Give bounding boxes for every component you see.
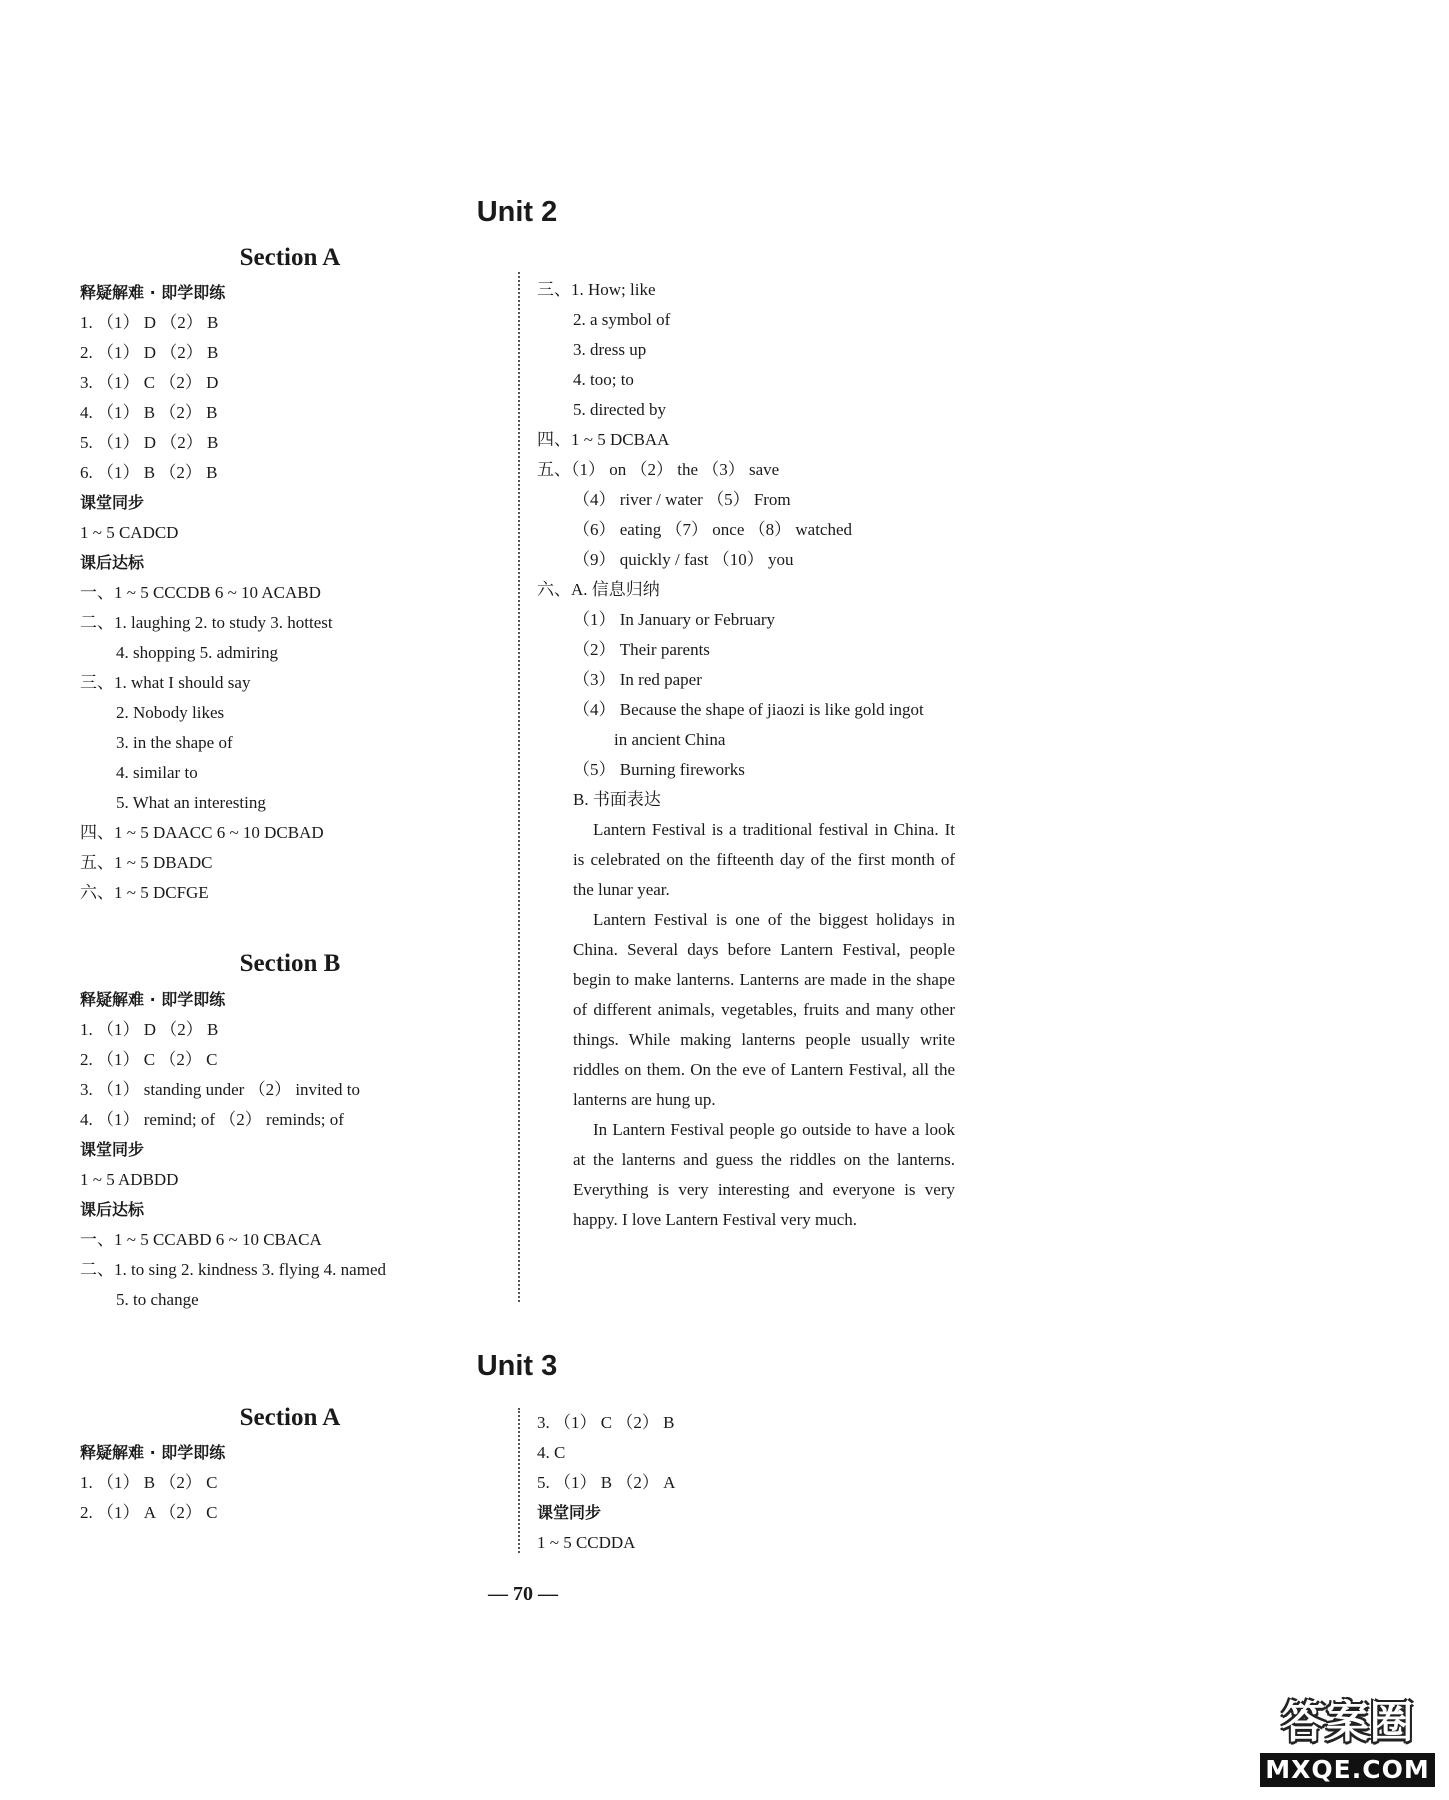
- heading: 课后达标: [80, 553, 145, 572]
- answer-line: 三、1. what I should say: [80, 673, 251, 692]
- answer-line: 1. （1） D （2） B: [80, 1020, 219, 1039]
- answer-line: （5） Burning fireworks: [573, 760, 745, 779]
- answer-line: 4. C: [537, 1443, 566, 1462]
- answer-line: 二、1. laughing 2. to study 3. hottest: [80, 613, 333, 632]
- answer-line: 1 ~ 5 ADBDD: [80, 1170, 179, 1189]
- answer-line: 2. Nobody likes: [116, 703, 225, 722]
- unit2-sectionB-column: [80, 985, 510, 1315]
- answer-line: 3. （1） standing under （2） invited to: [80, 1080, 361, 1099]
- answer-line: 一、1 ~ 5 CCABD 6 ~ 10 CBACA: [80, 1230, 322, 1249]
- answer-line: 4. similar to: [116, 763, 198, 782]
- heading: 释疑解难 · 即学即练: [80, 990, 226, 1009]
- answer-line: 2. （1） A （2） C: [80, 1503, 218, 1522]
- heading: 释疑解难 · 即学即练: [80, 283, 226, 302]
- answer-line: 六、A. 信息归纳: [537, 580, 660, 599]
- heading: 课后达标: [80, 1200, 145, 1219]
- answer-line: 6. （1） B （2） B: [80, 463, 218, 482]
- unit2-right-column: [537, 275, 977, 1235]
- answer-line: 4. （1） remind; of （2） reminds; of: [80, 1110, 344, 1129]
- answer-line: 5. directed by: [573, 400, 666, 419]
- answer-line: 4. shopping 5. admiring: [116, 643, 278, 662]
- heading: 释疑解难 · 即学即练: [80, 1443, 226, 1462]
- answer-line: 2. （1） C （2） C: [80, 1050, 218, 1069]
- essay: [537, 815, 955, 1235]
- answer-line: 5. to change: [116, 1290, 199, 1309]
- answer-line: （1） In January or February: [573, 610, 776, 629]
- answer-line: 5. （1） B （2） A: [537, 1473, 676, 1492]
- answer-line: 五、（1） on （2） the （3） save: [537, 460, 780, 479]
- answer-line: （4） Because the shape of jiaozi is like gold ingot: [573, 700, 924, 719]
- watermark-top-text: 答案圈: [1281, 1697, 1414, 1748]
- answer-line: 3. dress up: [573, 340, 647, 359]
- answer-line: 1 ~ 5 CADCD: [80, 523, 179, 542]
- answer-line: 2. （1） D （2） B: [80, 343, 219, 362]
- heading: 课堂同步: [80, 493, 145, 512]
- answer-line: 1 ~ 5 CCDDA: [537, 1533, 636, 1552]
- answer-line: （9） quickly / fast （10） you: [573, 550, 794, 569]
- unit3-title: Unit 3: [476, 1350, 558, 1382]
- essay-paragraph: Lantern Festival is a traditional festival in China. It is celebrated on the fifteenth day of the first month of the lunar year.: [573, 820, 955, 899]
- answer-line: （3） In red paper: [573, 670, 702, 689]
- essay-paragraph: Lantern Festival is one of the biggest holidays in China. Several days before Lantern Festival, people begin to make lanterns. Lanterns are made in the shape of different animals, vegetables, fruits and many other things. While making lanterns people usually write riddles on them. On the eve of Lantern Festival, all the lanterns are hung up.: [573, 910, 955, 1109]
- answer-line: 四、1 ~ 5 DCBAA: [537, 430, 670, 449]
- unit2-title: Unit 2: [476, 196, 558, 228]
- unit3-sectionA-title: Section A: [239, 1404, 341, 1431]
- answer-line: 3. （1） C （2） B: [537, 1413, 675, 1432]
- answer-line: 四、1 ~ 5 DAACC 6 ~ 10 DCBAD: [80, 823, 324, 842]
- column-divider: [518, 272, 520, 1302]
- answer-line: 3. （1） C （2） D: [80, 373, 219, 392]
- answer-line: 二、1. to sing 2. kindness 3. flying 4. named: [80, 1260, 386, 1279]
- answer-line: 5. What an interesting: [116, 793, 266, 812]
- heading: 课堂同步: [537, 1503, 602, 1522]
- watermark-logo: [1260, 1695, 1435, 1790]
- answer-line: （6） eating （7） once （8） watched: [573, 520, 853, 539]
- essay-paragraph: In Lantern Festival people go outside to have a look at the lanterns and guess the riddles on the lanterns. Everything is very interesting and everyone is very happy. I love Lantern Festival very much.: [573, 1120, 955, 1229]
- answer-line: 3. in the shape of: [116, 733, 233, 752]
- answer-line: 1. （1） B （2） C: [80, 1473, 218, 1492]
- answer-line: （4） river / water （5） From: [573, 490, 791, 509]
- unit2-sectionB-title: Section B: [239, 950, 341, 977]
- answer-line: 1. （1） D （2） B: [80, 313, 219, 332]
- answer-line: 一、1 ~ 5 CCCDB 6 ~ 10 ACABD: [80, 583, 321, 602]
- answer-line: in ancient China: [614, 730, 726, 749]
- unit3-left-column: [80, 1438, 510, 1528]
- answer-line: 5. （1） D （2） B: [80, 433, 219, 452]
- answer-line: 三、1. How; like: [537, 280, 656, 299]
- heading: 课堂同步: [80, 1140, 145, 1159]
- answer-line: （2） Their parents: [573, 640, 710, 659]
- unit3-right-column: [537, 1408, 977, 1558]
- page-number: — 70 —: [488, 1583, 558, 1605]
- unit2-left-column: [80, 278, 510, 908]
- column-divider: [518, 1408, 520, 1553]
- answer-line: 4. too; to: [573, 370, 634, 389]
- answer-line: 2. a symbol of: [573, 310, 671, 329]
- answer-line: 4. （1） B （2） B: [80, 403, 218, 422]
- answer-line: 五、1 ~ 5 DBADC: [80, 853, 213, 872]
- unit2-sectionA-title: Section A: [239, 244, 341, 271]
- watermark-bottom-text: MXQE.COM: [1260, 1753, 1435, 1787]
- answer-line: B. 书面表达: [573, 790, 661, 809]
- answer-line: 六、1 ~ 5 DCFGE: [80, 883, 209, 902]
